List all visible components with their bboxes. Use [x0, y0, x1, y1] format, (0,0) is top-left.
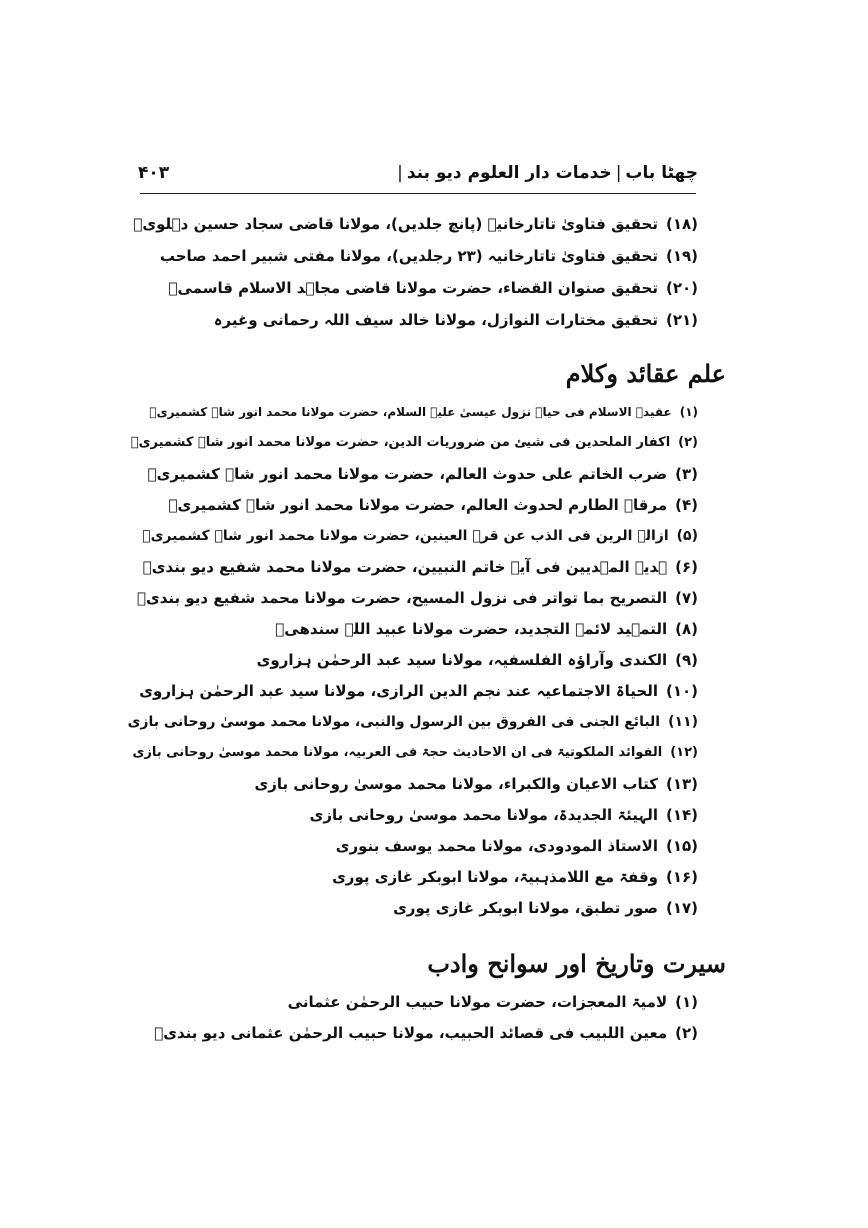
header-chapter: چھٹا باب [625, 163, 698, 183]
item-number: (۲) [678, 435, 698, 450]
list-item [139, 679, 698, 703]
item-text: الحیاۃ الاجتماعیہ عند نجم الدین الرازی، مولانا سید عبد الرحمٰن ہزاروی [139, 682, 658, 700]
list-item [310, 803, 698, 827]
item-text: وقفۃ مع اللامذہبیۃ، مولانا ابوبکر غازی پوری [332, 868, 658, 886]
item-text: الکندی وآراؤہ الفلسفیہ، مولانا سید عبد الرحمٰن ہزاروی [256, 651, 668, 669]
item-text: تحقیق صنوان القضاء، حضرت مولانا قاضی مجاہد الاسلام قاسمیؒ [168, 279, 658, 297]
item-text: تحقیق فتاویٰ تاتارخانیہ (پانچ جلدیں)، مولانا قاضی سجاد حسین دہلویؒ [133, 215, 658, 233]
item-text: التمہید لائمۃ التجدید، حضرت مولانا عبید اللہ سندھیؒ [275, 620, 668, 638]
item-number: (۱۴) [665, 806, 698, 824]
item-text: الفوائد الملکوتیۃ فی ان الاحادیث حجۃ فی العربیہ، مولانا محمد موسیٰ روحانی بازی [132, 745, 663, 760]
item-text: البائع الجنی فی الفروق بین الرسول والنبی، مولانا محمد موسیٰ روحانی بازی [127, 714, 661, 730]
item-text: الاستاذ المودودی، مولانا محمد یوسف بنوری [335, 837, 658, 855]
section-heading-seerat: سیرت وتاریخ اور سوانح وادب [427, 949, 726, 978]
item-number: (۵) [676, 528, 698, 544]
item-number: (۴) [675, 496, 698, 514]
list-item [332, 865, 698, 889]
item-number: (۲۱) [665, 311, 698, 329]
item-number: (۱۰) [665, 682, 698, 700]
item-text: معین اللبیب فی قصائد الحبیب، مولانا حبیب الرحمٰن عثمانی دیو بندیؒ [154, 1024, 668, 1042]
item-number: (۱۳) [665, 775, 698, 793]
item-number: (۱۸) [665, 215, 698, 233]
item-text: مرقاۃ الطارم لحدوث العالم، حضرت مولانا محمد انور شاہ کشمیریؒ [168, 496, 668, 514]
item-number: (۱۲) [670, 745, 698, 760]
list-item [168, 276, 698, 300]
item-number: (۱۶) [665, 868, 698, 886]
item-number: (۱) [679, 405, 698, 419]
list-item [336, 834, 698, 858]
content-area [127, 0, 726, 1228]
item-number: (۱۹) [665, 247, 698, 265]
list-item [137, 586, 698, 610]
item-text: اکفار الملحدین فی شیئ من ضروریات الدین، حضرت مولانا محمد انور شاہ کشمیریؒ [130, 435, 671, 450]
header-separator-2: | [397, 163, 403, 183]
section-heading-aqaid: علم عقائد وکلام [565, 359, 726, 388]
item-text: الہیئۃ الجدیدۃ، مولانا محمد موسیٰ روحانی بازی [309, 806, 658, 824]
item-text: صور تطبق، مولانا ابوبکر غازی پوری [393, 899, 658, 917]
item-number: (۲۰) [665, 279, 698, 297]
item-number: (۶) [675, 558, 698, 576]
list-item [255, 772, 698, 796]
item-number: (۹) [675, 651, 698, 669]
item-text: تحقیق فتاویٰ تاتارخانیہ (۲۳ رجلدیں)، مولانا مفتی شبیر احمد صاحب [159, 247, 658, 265]
page-number: ۴۰۳ [138, 163, 170, 183]
list-item [142, 524, 698, 548]
item-number: (۱) [675, 993, 698, 1011]
item-text: التصریح بما تواتر فی نزول المسیح، حضرت مولانا محمد شفیع دیو بندیؒ [136, 589, 668, 607]
header-title: خدمات دار العلوم دیو بند [406, 163, 612, 183]
item-number: (۱۷) [665, 899, 698, 917]
list-item [169, 493, 698, 517]
item-number: (۲) [675, 1024, 698, 1042]
item-text: ہدیۃ المہدیین فی آیۃ خاتم النبیین، حضرت مولانا محمد شفیع دیو بندیؒ [142, 558, 668, 576]
item-text: کتاب الاعیان والکبراء، مولانا محمد موسیٰ روحانی بازی [254, 775, 658, 793]
header-separator: | [615, 163, 622, 183]
item-text: ازالۃ الرین فی الذب عن قرۃ العینین، حضرت مولانا محمد انور شاہ کشمیریؒ [142, 528, 669, 544]
item-number: (۸) [675, 620, 698, 638]
item-number: (۷) [675, 589, 698, 607]
item-text: تحقیق مختارات النوازل، مولانا خالد سیف اللہ رحمانی وغیرہ [213, 311, 658, 329]
item-text: ضرب الخاتم علی حدوث العالم، حضرت مولانا محمد انور شاہ کشمیریؒ [147, 465, 668, 483]
list-item [154, 1021, 698, 1045]
list-item [257, 648, 698, 672]
list-item [143, 555, 698, 579]
list-item [133, 212, 698, 236]
list-item [214, 308, 698, 332]
item-text: لامیۃ المعجزات، حضرت مولانا حبیب الرحمٰن عثمانی [287, 993, 668, 1011]
list-item [149, 400, 698, 424]
list-item [160, 244, 698, 268]
list-item [148, 462, 698, 486]
list-item [288, 990, 698, 1014]
item-text: عقیدۃ الاسلام فی حیاۃ نزول عیسیٰ علیہ السلام، حضرت مولانا محمد انور شاہ کشمیریؒ [149, 405, 672, 419]
item-number: (۳) [675, 465, 698, 483]
list-item [132, 741, 698, 765]
list-item [131, 431, 698, 455]
list-item [275, 617, 698, 641]
list-item [393, 896, 698, 920]
list-item [128, 710, 698, 734]
item-number: (۱۱) [668, 714, 698, 730]
item-number: (۱۵) [665, 837, 698, 855]
